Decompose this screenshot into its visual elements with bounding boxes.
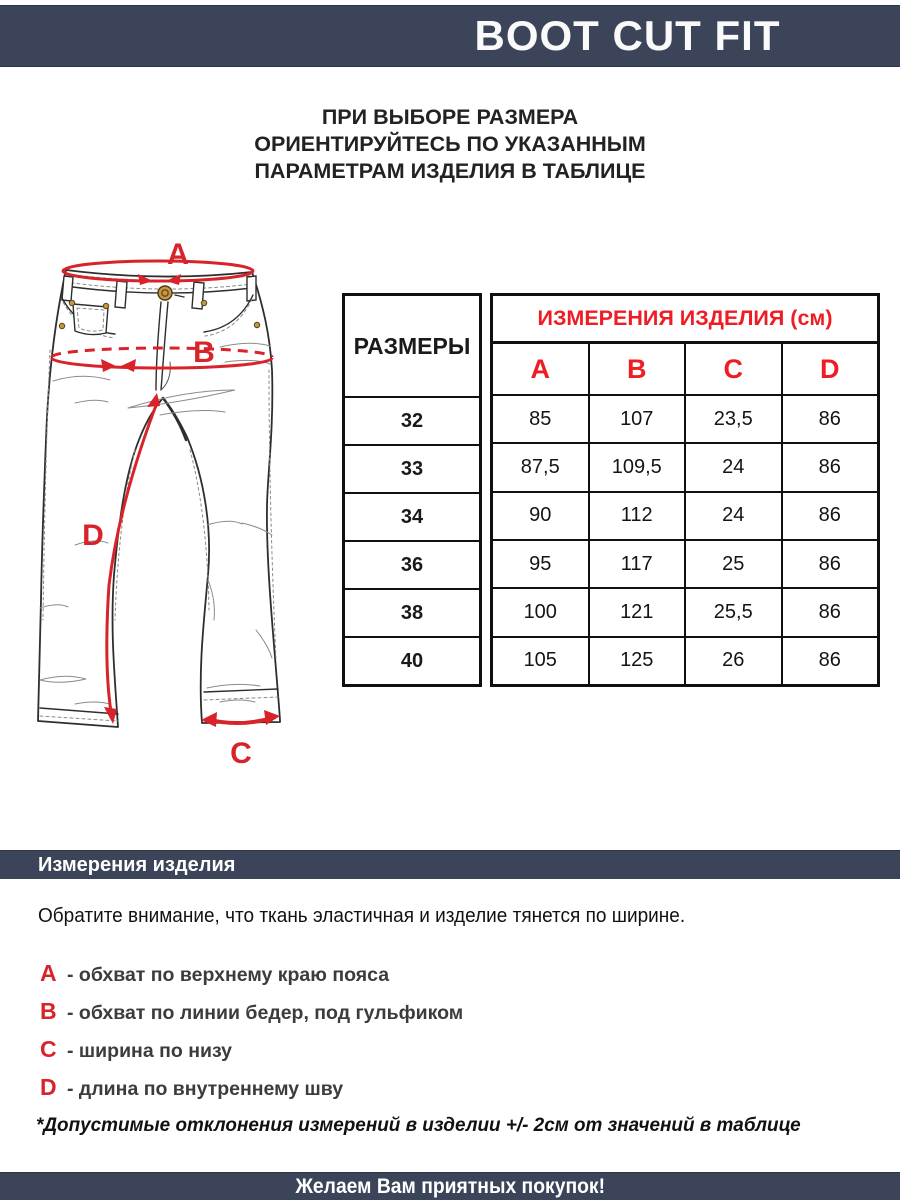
table-row <box>493 396 877 444</box>
table-cell: 105 <box>493 638 590 684</box>
sizes-header: РАЗМЕРЫ <box>345 296 479 398</box>
size-cell: 36 <box>345 542 479 590</box>
jeans-measurement-diagram <box>20 240 340 790</box>
legend-item-d <box>40 1074 463 1112</box>
title-bar <box>0 5 900 67</box>
table-cell: 125 <box>590 638 687 684</box>
table-row <box>493 493 877 541</box>
table-cell: 95 <box>493 541 590 587</box>
legend-item-b <box>40 998 463 1036</box>
diagram-label-b: B <box>193 336 215 369</box>
table-cell: 26 <box>686 638 783 684</box>
table-row <box>493 541 877 589</box>
table-cell: 86 <box>818 504 841 527</box>
section-title-bar <box>0 850 900 879</box>
page-title: BOOT CUT FIT <box>474 12 781 59</box>
column-header-b: B <box>590 344 687 394</box>
column-header-c: C <box>686 344 783 394</box>
elasticity-note: Обратите внимание, что ткань эластичная и изделие тянется по ширине. <box>38 905 686 927</box>
table-cell: 86 <box>818 407 841 430</box>
measurements-column-row <box>493 344 877 396</box>
measurement-legend <box>40 960 463 1112</box>
table-cell: 100 <box>493 589 590 635</box>
column-header-d: D <box>820 353 840 384</box>
table-cell: 117 <box>590 541 687 587</box>
footer-bar <box>0 1172 900 1200</box>
table-cell: 25 <box>686 541 783 587</box>
size-cell: 33 <box>345 446 479 494</box>
intro-line-3: ПАРАМЕТРАМ ИЗДЕЛИЯ В ТАБЛИЦЕ <box>254 159 646 183</box>
legend-item-a <box>40 960 463 998</box>
measurements-header: ИЗМЕРЕНИЯ ИЗДЕЛИЯ (см) <box>493 296 877 344</box>
table-cell: 86 <box>818 649 841 672</box>
legend-text: - длина по внутреннему шву <box>67 1078 344 1100</box>
table-cell: 86 <box>818 455 841 478</box>
section-title: Измерения изделия <box>38 853 236 876</box>
table-cell: 23,5 <box>686 396 783 442</box>
legend-text: - ширина по низу <box>67 1040 233 1062</box>
legend-letter: D <box>40 1074 57 1100</box>
size-cell: 38 <box>345 590 479 638</box>
table-cell: 109,5 <box>590 444 687 490</box>
table-cell: 86 <box>818 600 841 623</box>
diagram-label-c: C <box>230 737 252 770</box>
intro-heading <box>0 104 900 185</box>
intro-line-1: ПРИ ВЫБОРЕ РАЗМЕРА <box>321 105 579 129</box>
jeans-outline <box>38 270 280 727</box>
legend-letter: C <box>40 1036 57 1062</box>
diagram-label-a: A <box>167 240 189 271</box>
table-cell: 87,5 <box>493 444 590 490</box>
size-cell: 40 <box>400 649 424 672</box>
table-cell: 24 <box>686 444 783 490</box>
table-cell: 121 <box>590 589 687 635</box>
footer-message: Желаем Вам приятных покупок! <box>295 1175 605 1198</box>
legend-text: - обхват по линии бедер, под гульфиком <box>67 1002 464 1024</box>
diagram-label-d: D <box>82 519 104 552</box>
table-row <box>493 589 877 637</box>
measurements-table <box>490 293 880 687</box>
table-cell: 86 <box>818 552 841 575</box>
table-cell: 24 <box>686 493 783 539</box>
table-row <box>493 444 877 492</box>
legend-letter: B <box>40 998 57 1024</box>
size-cell: 34 <box>345 494 479 542</box>
table-cell: 112 <box>590 493 687 539</box>
table-cell: 85 <box>493 396 590 442</box>
size-cell: 32 <box>345 398 479 446</box>
legend-text: - обхват по верхнему краю пояса <box>67 964 390 986</box>
table-cell: 107 <box>590 396 687 442</box>
table-row <box>493 638 877 684</box>
sizes-column <box>342 293 482 687</box>
tolerance-disclaimer: *Допустимые отклонения измерений в изделии +/- 2см от значений в таблице <box>36 1114 801 1136</box>
column-header-a: A <box>493 344 590 394</box>
legend-item-c <box>40 1036 463 1074</box>
table-cell: 25,5 <box>686 589 783 635</box>
table-cell: 90 <box>493 493 590 539</box>
legend-letter: A <box>40 960 57 986</box>
intro-line-2: ОРИЕНТИРУЙТЕСЬ ПО УКАЗАННЫМ <box>254 132 646 156</box>
